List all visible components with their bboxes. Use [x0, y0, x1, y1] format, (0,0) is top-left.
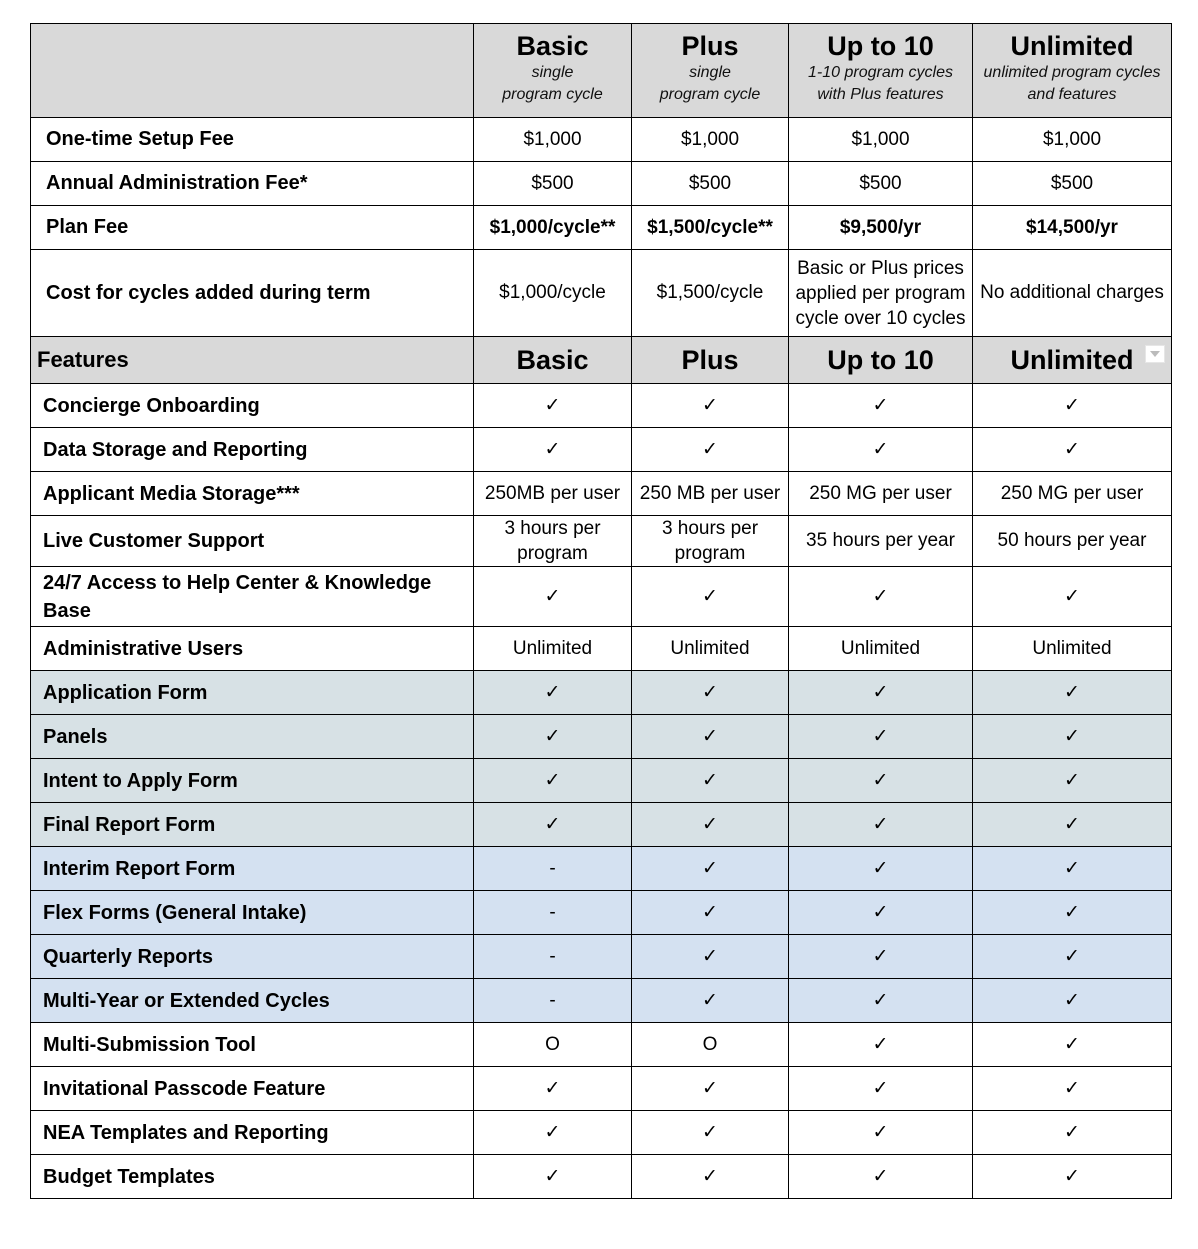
fee-value: $1,000/cycle**: [474, 206, 632, 250]
feature-label: Invitational Passcode Feature: [31, 1067, 474, 1111]
checkmark-icon: ✓: [973, 935, 1172, 979]
plan-header-up-to-10: [789, 24, 973, 118]
checkmark-icon: ✓: [474, 715, 632, 759]
plan-name: Plus: [681, 31, 739, 61]
plan-subtitle: with Plus features: [817, 86, 944, 103]
checkmark-icon: ✓: [973, 715, 1172, 759]
feature-value: Unlimited: [632, 627, 789, 671]
checkmark-icon: ✓: [632, 1067, 789, 1111]
feature-row: [31, 803, 1172, 847]
checkmark-icon: ✓: [973, 567, 1172, 627]
checkmark-icon: ✓: [973, 428, 1172, 472]
checkmark-icon: ✓: [789, 1111, 973, 1155]
fee-value: $1,500/cycle**: [632, 206, 789, 250]
plan-header-basic: [474, 24, 632, 118]
feature-row: [31, 847, 1172, 891]
plan-name: Unlimited: [1010, 31, 1134, 61]
checkmark-icon: ✓: [973, 803, 1172, 847]
checkmark-icon: ✓: [789, 759, 973, 803]
feature-row: [31, 1067, 1172, 1111]
checkmark-icon: ✓: [632, 935, 789, 979]
feature-label: Data Storage and Reporting: [31, 428, 474, 472]
feature-value: Unlimited: [474, 627, 632, 671]
feature-value: Unlimited: [789, 627, 973, 671]
checkmark-icon: ✓: [789, 567, 973, 627]
dash-icon: -: [474, 935, 632, 979]
checkmark-icon: ✓: [973, 1023, 1172, 1067]
features-plan-name: Plus: [632, 337, 789, 384]
fee-value: $500: [474, 162, 632, 206]
feature-row: [31, 935, 1172, 979]
features-plan-name: Basic: [474, 337, 632, 384]
checkmark-icon: ✓: [632, 715, 789, 759]
features-heading: Features: [31, 337, 474, 384]
feature-row: [31, 715, 1172, 759]
checkmark-icon: ✓: [632, 428, 789, 472]
fee-row-setup: [31, 118, 1172, 162]
checkmark-icon: ✓: [973, 979, 1172, 1023]
feature-label: Applicant Media Storage***: [31, 472, 474, 516]
plan-subtitle: unlimited program cycles: [983, 64, 1161, 81]
checkmark-icon: ✓: [632, 979, 789, 1023]
features-plan-name: Up to 10: [789, 337, 973, 384]
checkmark-icon: ✓: [789, 1023, 973, 1067]
checkmark-icon: ✓: [973, 671, 1172, 715]
checkmark-icon: ✓: [474, 1155, 632, 1199]
checkmark-icon: ✓: [789, 891, 973, 935]
checkmark-icon: ✓: [973, 891, 1172, 935]
fee-value: $1,000: [632, 118, 789, 162]
feature-value: 3 hours per program: [632, 516, 789, 567]
checkmark-icon: ✓: [789, 428, 973, 472]
checkmark-icon: ✓: [632, 1155, 789, 1199]
feature-row: [31, 671, 1172, 715]
dash-icon: -: [474, 891, 632, 935]
fee-label: Plan Fee: [31, 206, 474, 250]
fee-row-added-cycles: [31, 250, 1172, 337]
checkmark-icon: ✓: [789, 1155, 973, 1199]
checkmark-icon: ✓: [474, 1067, 632, 1111]
feature-value: Unlimited: [973, 627, 1172, 671]
feature-row: [31, 1155, 1172, 1199]
fee-value: No additional charges: [973, 250, 1172, 337]
checkmark-icon: ✓: [632, 847, 789, 891]
fee-value: $9,500/yr: [789, 206, 973, 250]
checkmark-icon: ✓: [973, 1111, 1172, 1155]
plan-header-unlimited: [973, 24, 1172, 118]
checkmark-icon: ✓: [632, 759, 789, 803]
feature-label: Budget Templates: [31, 1155, 474, 1199]
checkmark-icon: ✓: [789, 715, 973, 759]
feature-row: [31, 1111, 1172, 1155]
fee-label: Annual Administration Fee*: [31, 162, 474, 206]
checkmark-icon: ✓: [632, 1111, 789, 1155]
feature-label: Multi-Submission Tool: [31, 1023, 474, 1067]
checkmark-icon: ✓: [789, 803, 973, 847]
plan-subtitle: 1-10 program cycles: [808, 64, 953, 81]
pricing-table: [30, 23, 1172, 1199]
features-plan-name: [973, 337, 1172, 384]
plan-subtitle: program cycle: [502, 86, 603, 103]
fee-value: $500: [632, 162, 789, 206]
checkmark-icon: ✓: [973, 384, 1172, 428]
feature-label: Final Report Form: [31, 803, 474, 847]
checkmark-icon: ✓: [789, 671, 973, 715]
optional-circle-icon: O: [474, 1023, 632, 1067]
checkmark-icon: ✓: [789, 1067, 973, 1111]
plan-subtitle: single: [531, 64, 574, 81]
feature-value: 50 hours per year: [973, 516, 1172, 567]
checkmark-icon: ✓: [474, 567, 632, 627]
feature-row: [31, 567, 1172, 627]
fee-label: Cost for cycles added during term: [31, 250, 474, 337]
feature-label: Administrative Users: [31, 627, 474, 671]
fee-row-admin: [31, 162, 1172, 206]
feature-label: Flex Forms (General Intake): [31, 891, 474, 935]
checkmark-icon: ✓: [474, 384, 632, 428]
checkmark-icon: ✓: [474, 671, 632, 715]
checkmark-icon: ✓: [474, 1111, 632, 1155]
plan-subtitle: and features: [1027, 86, 1117, 103]
fee-value: $14,500/yr: [973, 206, 1172, 250]
feature-row: [31, 759, 1172, 803]
feature-row: [31, 472, 1172, 516]
features-plan-name-text: Unlimited: [1010, 344, 1134, 375]
feature-row: [31, 627, 1172, 671]
feature-value: 250 MG per user: [973, 472, 1172, 516]
feature-label: Intent to Apply Form: [31, 759, 474, 803]
checkmark-icon: ✓: [973, 847, 1172, 891]
feature-label: Interim Report Form: [31, 847, 474, 891]
fee-value: $1,000/cycle: [474, 250, 632, 337]
feature-label: Multi-Year or Extended Cycles: [31, 979, 474, 1023]
fee-label: One-time Setup Fee: [31, 118, 474, 162]
fee-value: $1,000: [789, 118, 973, 162]
checkmark-icon: ✓: [973, 1067, 1172, 1111]
feature-label: 24/7 Access to Help Center & Knowledge Base: [31, 567, 474, 627]
plan-name: Up to 10: [827, 31, 934, 61]
feature-value: 250 MG per user: [789, 472, 973, 516]
checkmark-icon: ✓: [789, 979, 973, 1023]
feature-value: 250MB per user: [474, 472, 632, 516]
feature-value: 35 hours per year: [789, 516, 973, 567]
optional-circle-icon: O: [632, 1023, 789, 1067]
feature-label: NEA Templates and Reporting: [31, 1111, 474, 1155]
fee-value: Basic or Plus prices applied per program cycle over 10 cycles: [789, 250, 973, 337]
checkmark-icon: ✓: [789, 384, 973, 428]
fee-value: $1,000: [474, 118, 632, 162]
fee-value: $500: [973, 162, 1172, 206]
plan-subtitle: single: [689, 64, 731, 81]
checkmark-icon: ✓: [632, 891, 789, 935]
checkmark-icon: ✓: [632, 384, 789, 428]
feature-label: Quarterly Reports: [31, 935, 474, 979]
feature-label: Concierge Onboarding: [31, 384, 474, 428]
fee-value: $500: [789, 162, 973, 206]
dash-icon: -: [474, 847, 632, 891]
checkmark-icon: ✓: [632, 567, 789, 627]
feature-row: [31, 428, 1172, 472]
features-header-row: [31, 337, 1172, 384]
feature-row: [31, 1023, 1172, 1067]
checkmark-icon: ✓: [973, 759, 1172, 803]
feature-label: Live Customer Support: [31, 516, 474, 567]
checkmark-icon: ✓: [474, 759, 632, 803]
feature-label: Application Form: [31, 671, 474, 715]
checkmark-icon: ✓: [973, 1155, 1172, 1199]
checkmark-icon: ✓: [789, 847, 973, 891]
plan-header-plus: [632, 24, 789, 118]
checkmark-icon: ✓: [632, 803, 789, 847]
feature-row: [31, 516, 1172, 567]
plan-subtitle: program cycle: [659, 86, 761, 103]
fee-row-plan: [31, 206, 1172, 250]
plan-name: Basic: [516, 31, 589, 61]
dash-icon: -: [474, 979, 632, 1023]
checkmark-icon: ✓: [632, 671, 789, 715]
checkmark-icon: ✓: [789, 935, 973, 979]
checkmark-icon: ✓: [474, 803, 632, 847]
feature-row: [31, 979, 1172, 1023]
feature-row: [31, 891, 1172, 935]
fee-value: $1,500/cycle: [632, 250, 789, 337]
feature-row: [31, 384, 1172, 428]
feature-value: 250 MB per user: [632, 472, 789, 516]
checkmark-icon: ✓: [474, 428, 632, 472]
filter-dropdown-icon[interactable]: [1145, 345, 1165, 363]
feature-label: Panels: [31, 715, 474, 759]
fee-value: $1,000: [973, 118, 1172, 162]
plan-header-row: [31, 24, 1172, 118]
feature-value: 3 hours per program: [474, 516, 632, 567]
header-corner-cell: [31, 24, 474, 118]
